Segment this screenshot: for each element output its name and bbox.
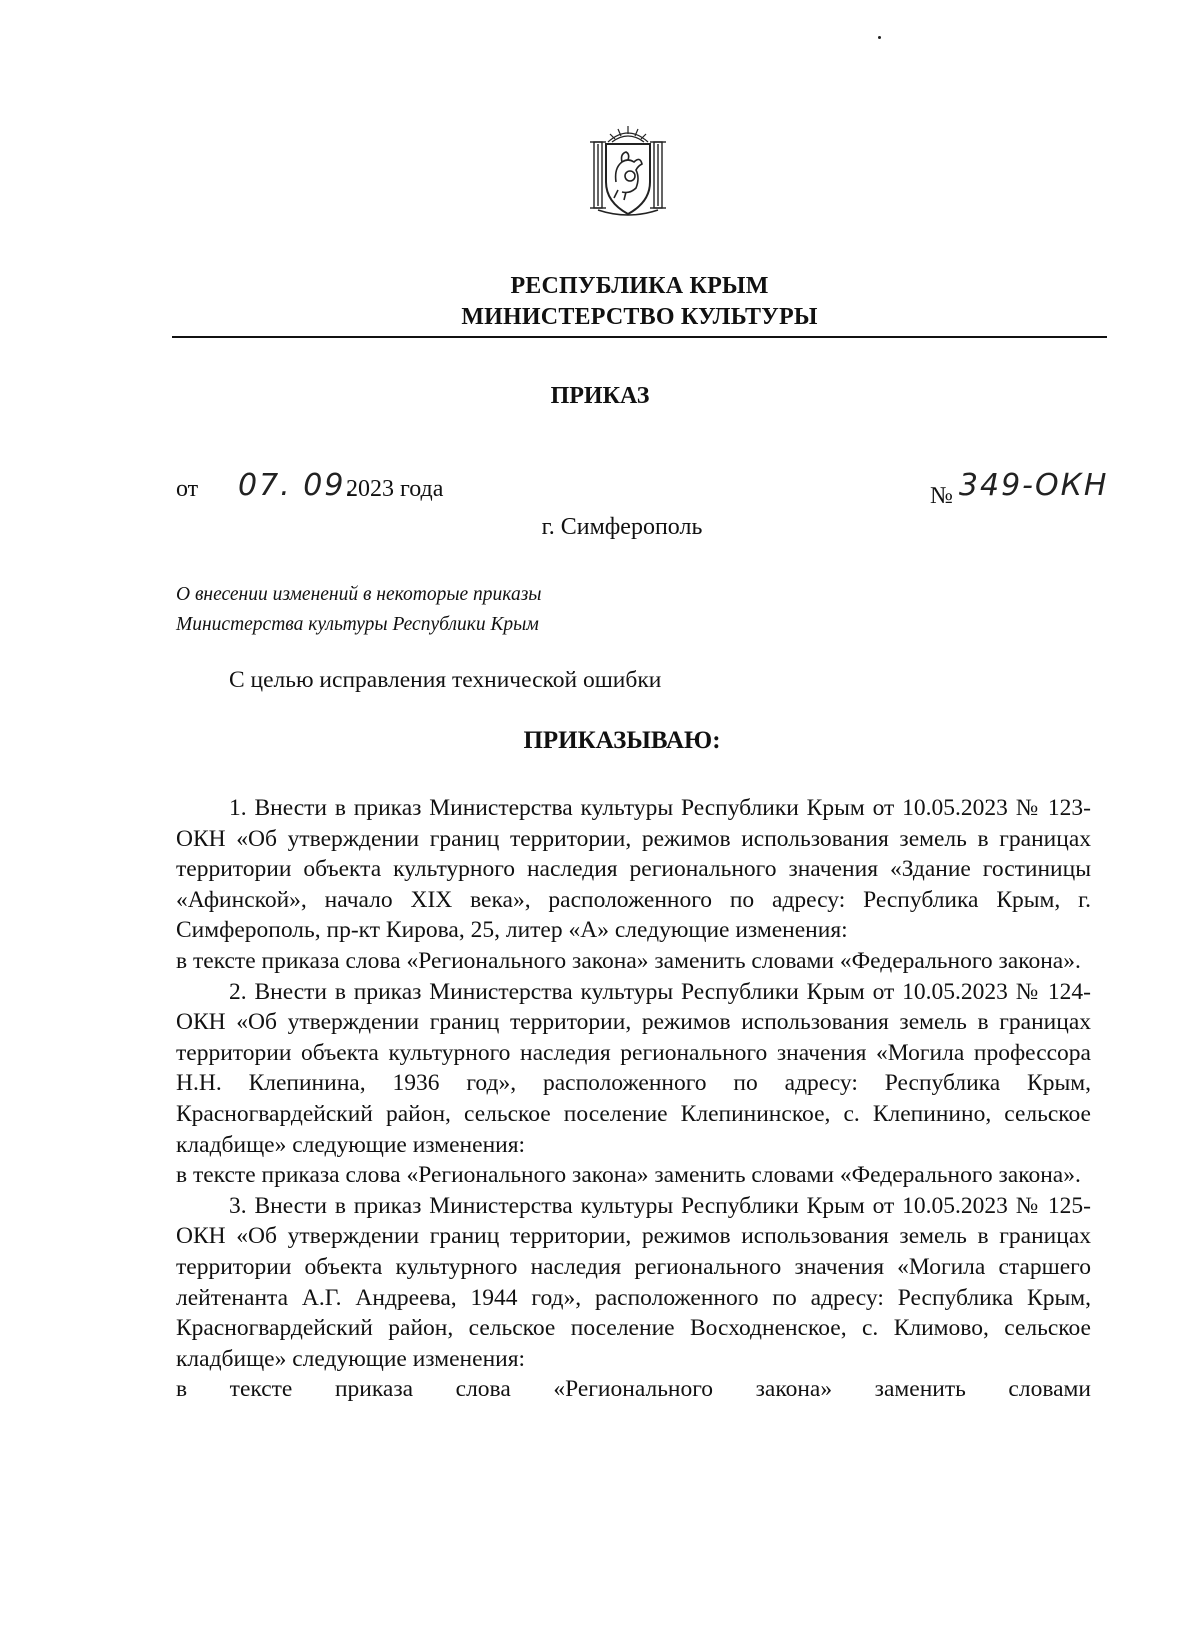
order-item-2-text: 2. Внести в приказ Министерства культуры Республики Крым от 10.05.2023 № 124-ОКН «Об утверждении границ территории, режимов использования земель в границах территории объекта культурного наследия регионального значения «Могила профессора Н.Н. Клепинина, 1936 год», расположенного по адресу: Республика Крым, Красногвардейский район, сельское поселение Клепининское, с. Клепинино, сельское кладбище» следующие изменения: bbox=[176, 978, 1091, 1158]
preamble: С целью исправления технической ошибки bbox=[229, 667, 662, 693]
order-item-1-change: в тексте приказа слова «Регионального закона» заменить словами «Федерального закона». bbox=[176, 947, 1081, 974]
number-handwritten: 349-ОКН bbox=[958, 468, 1109, 503]
order-command bbox=[0, 727, 1200, 755]
document-city bbox=[0, 514, 1200, 541]
order-command-text: ПРИКАЗЫВАЮ: bbox=[523, 727, 721, 754]
date-prefix: от bbox=[176, 476, 199, 502]
document-type-title: ПРИКАЗ bbox=[550, 383, 650, 409]
number-sign: № bbox=[930, 483, 953, 509]
document-number bbox=[930, 468, 1109, 509]
crimea-coat-of-arms-icon bbox=[578, 120, 678, 220]
header-republic: РЕСПУБЛИКА КРЫМ bbox=[510, 273, 769, 299]
scan-speck bbox=[878, 36, 881, 39]
date-handwritten: 07. 09. bbox=[238, 468, 357, 503]
order-item-3-text: 3. Внести в приказ Министерства культуры Республики Крым от 10.05.2023 № 125-ОКН «Об утверждении границ территории, режимов использования земель в границах территории объекта культурного наследия регионального значения «Могила старшего лейтенанта А.Г. Андреева, 1944 год», расположенного по адресу: Республика Крым, Красногвардейский район, сельское поселение Восходненское, с. Климово, сельское кладбище» следующие изменения: bbox=[176, 1192, 1091, 1372]
city-name: г. Симферополь bbox=[541, 514, 703, 540]
order-items bbox=[176, 793, 1091, 1405]
subject-line-1: О внесении изменений в некоторые приказы bbox=[176, 584, 542, 605]
subject-line-2: Министерства культуры Республики Крым bbox=[176, 614, 539, 635]
header-divider bbox=[172, 336, 1107, 338]
order-item-2-change: в тексте приказа слова «Регионального закона» заменить словами «Федерального закона». bbox=[176, 1162, 1081, 1189]
order-item-1-text: 1. Внести в приказ Министерства культуры Республики Крым от 10.05.2023 № 123-ОКН «Об утверждении границ территории, режимов использования земель в границах территории объекта культурного наследия регионального значения «Здание гостиницы «Афинской», начало XIX века», расположенного по адресу: Республика Крым, г. Симферополь, пр-кт Кирова, 25, литер «А» следующие изменения: bbox=[176, 795, 1091, 944]
document-subject bbox=[176, 580, 542, 640]
date-year: 2023 года bbox=[346, 476, 444, 502]
order-item-3-change: в тексте приказа слова «Регионального закона» заменить словами bbox=[176, 1376, 1091, 1403]
header-ministry: МИНИСТЕРСТВО КУЛЬТУРЫ bbox=[461, 304, 818, 330]
